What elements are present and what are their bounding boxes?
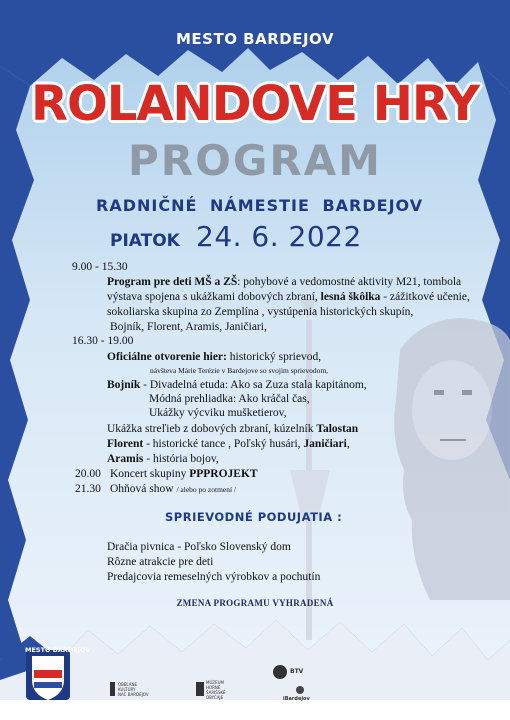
venue: RADNIČNÉ NÁMESTIE BARDEJOV xyxy=(96,196,424,215)
opening-line: Oficiálne otvorenie hier: historický sprievod, xyxy=(107,351,322,363)
accompanying-heading: SPRIEVODNÉ PODUJATIA : xyxy=(165,510,343,524)
accompanying-item: Rôzne atrakcie pre deti xyxy=(107,556,214,568)
shooting-line: Ukážka streľieb z dobových zbraní, kúzelník Talostan xyxy=(107,423,359,435)
event-date: 24. 6. 2022 xyxy=(196,220,362,253)
btv-icon xyxy=(273,665,287,679)
block1-time: 9.00 - 15.30 xyxy=(72,261,128,273)
block1-line2: výstava spojena s ukážkami dobových zbraní, lesná škôlka - zážitkové učenie, xyxy=(107,291,470,303)
florent-line: Florent - historické tance , Poľský husári, Janičiari, xyxy=(107,438,350,450)
sponsor-btv: BTV xyxy=(290,668,304,675)
accompanying-item: Dračia pivnica - Poľsko Slovenský dom xyxy=(107,541,291,553)
block2-time: 16.30 - 19.00 xyxy=(72,335,134,347)
city-name: MESTO BARDEJOV xyxy=(175,30,334,48)
concert-time: 20.00 xyxy=(75,468,101,480)
block1-line4: Bojník, Florent, Aramis, Janičiari, xyxy=(110,321,267,333)
accompanying-item: Predajcovia remeselných výrobkov a pochutín xyxy=(107,571,321,583)
program-heading: PROGRAM xyxy=(128,136,382,185)
logo-label: MESTO BARDEJOV xyxy=(25,646,91,654)
opening-note: návšteva Márie Terézie v Bardejove so svojim sprievodom, xyxy=(150,366,329,375)
aramis-line: Aramis - história bojov, xyxy=(107,453,219,465)
bojnik-line3: Ukážky výcviku mušketierov, xyxy=(149,407,287,419)
fire-line: Ohňová show / alebo po zotmení / xyxy=(110,483,237,495)
sponsor-ibardejov: iBardejov xyxy=(283,696,310,702)
fire-time: 21.30 xyxy=(75,483,101,495)
coat-of-arms-icon xyxy=(26,650,70,700)
sponsor1: OBEĽÁNE KULTÚRY NAČ BARDEJOV xyxy=(118,682,149,697)
program-change-notice: ZMENA PROGRAMU VYHRADENÁ xyxy=(176,598,334,608)
sponsor2: MÚZEUM HORNÉ ŠARIŠSKÉ OBYČAJE xyxy=(206,680,226,700)
concert-line: Koncert skupiny PPPROJEKT xyxy=(110,468,258,480)
block1-line3: sokoliarska skupina zo Zemplína , vystúpenia historických skupín, xyxy=(107,306,414,318)
bojnik-line1: Bojník - Divadelná etuda: Ako sa Zuza stala kapitánom, xyxy=(107,379,367,391)
sponsor1-icon xyxy=(110,682,115,696)
event-title: ROLANDOVE HRY xyxy=(31,76,479,132)
ibardejov-icon xyxy=(296,686,304,694)
event-day: PIATOK xyxy=(110,231,180,251)
bojnik-line2: Módná prehliadka: Ako kráčal čas, xyxy=(149,393,310,405)
sponsor2-icon xyxy=(196,682,204,696)
block1-line1: Program pre deti MŠ a ZŠ: pohybové a vedomostné aktivity M21, tombola xyxy=(107,276,462,288)
